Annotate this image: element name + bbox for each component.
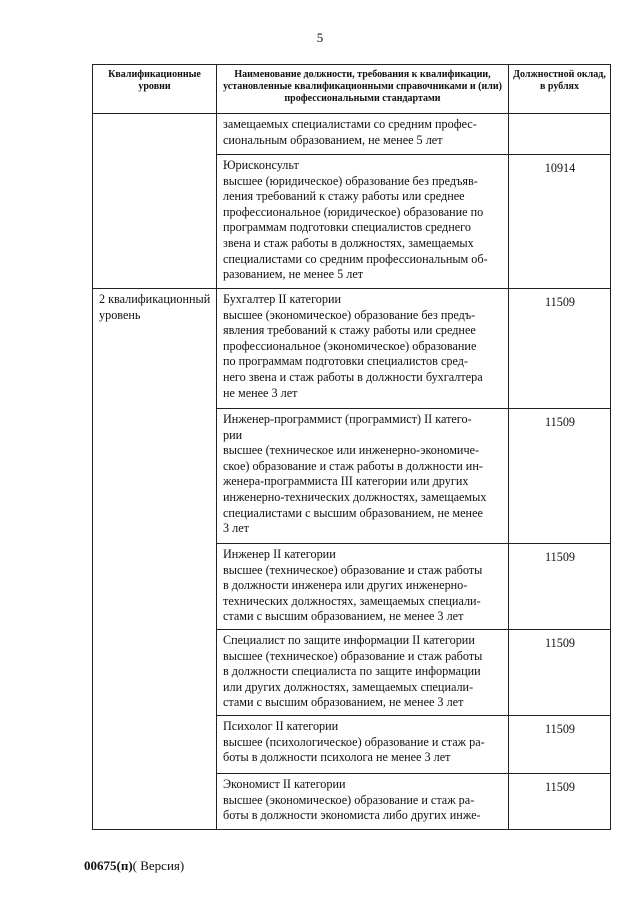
requirements-text: высшее (экономическое) образование и стаж ра- боты в должности экономиста либо других инже- — [223, 792, 481, 823]
requirements-text: высшее (юридическое) образование без предъяв- ления требований к стажу работы или среднее профессиональное (юридическое) образование по программам подготовки специалистов среднего звена и стаж работы в должностях, замещаемых специалистами со средним профессиональным об- разованием, не менее 5 лет — [223, 173, 488, 282]
table-row — [93, 289, 611, 409]
level-cell — [93, 114, 217, 289]
position-title: Бухгалтер II категории — [223, 292, 342, 306]
position-title: Юрисконсульт — [223, 158, 299, 172]
requirements-text: высшее (экономическое) образование без предъ- явления требований к стажу работы или среднее профессиональное (экономическое) образование по программам подготовки специалистов сред- него звена и стаж работы в должности бухгалтера не менее 3 лет — [223, 307, 483, 400]
table-row — [93, 114, 611, 155]
document-code: 00675(п) — [84, 858, 133, 873]
salary-cell — [509, 114, 611, 155]
document-version: ( Версия) — [132, 858, 185, 873]
position-cell — [217, 716, 509, 774]
salary-cell: 10914 — [509, 155, 611, 289]
salary-cell: 11509 — [509, 716, 611, 774]
salary-cell: 11509 — [509, 409, 611, 544]
position-cell — [217, 630, 509, 716]
salary-cell: 11509 — [509, 289, 611, 409]
requirements-text: высшее (техническое) образование и стаж работы в должности специалиста по защите информации или других должностях, замещаемых специали- стами с высшим образованием, не менее 3 лет — [223, 648, 483, 710]
salary-cell: 11509 — [509, 774, 611, 830]
level-cell: 2 квалификационный уровень — [93, 289, 217, 830]
position-cell — [217, 114, 509, 155]
header-level: Квалификационные уровни — [93, 65, 217, 114]
requirements-text: замещаемых специалистами со средним профес- сиональным образованием, не менее 5 лет — [223, 117, 477, 147]
position-cell — [217, 774, 509, 830]
salary-cell: 11509 — [509, 630, 611, 716]
position-title: Инженер II категории — [223, 547, 336, 561]
requirements-text: высшее (психологическое) образование и стаж ра- боты в должности психолога не менее 3 лет — [223, 734, 485, 765]
position-cell — [217, 289, 509, 409]
requirements-text: высшее (техническое) образование и стаж работы в должности инженера или других инженерно- технических должностях, замещаемых специали- стами с высшим образованием, не менее 3 лет — [223, 562, 483, 624]
salary-table — [92, 64, 611, 830]
table-header-row — [93, 65, 611, 114]
position-cell — [217, 409, 509, 544]
position-cell — [217, 155, 509, 289]
document-footer — [84, 858, 184, 874]
requirements-text: высшее (техническое или инженерно-экономиче- ское) образование и стаж работы в должности ин- женера-программиста III категории или других инженерно-технических должностях, замещаемых специалистами с высшим образованием, не менее 3 лет — [223, 443, 487, 536]
page-number: 5 — [316, 30, 324, 45]
salary-cell: 11509 — [509, 544, 611, 630]
position-title: Инженер-программист (программист) II катего- рии — [223, 412, 472, 442]
header-salary: Должностной оклад, в рублях — [509, 65, 611, 114]
header-position: Наименование должности, требования к квалификации, установленные квалификационными справочниками и (или) профессиональными стандартами — [217, 65, 509, 114]
position-title: Экономист II категории — [223, 777, 346, 791]
position-cell — [217, 544, 509, 630]
position-title: Психолог II категории — [223, 719, 339, 733]
position-title: Специалист по защите информации II категории — [223, 633, 475, 647]
